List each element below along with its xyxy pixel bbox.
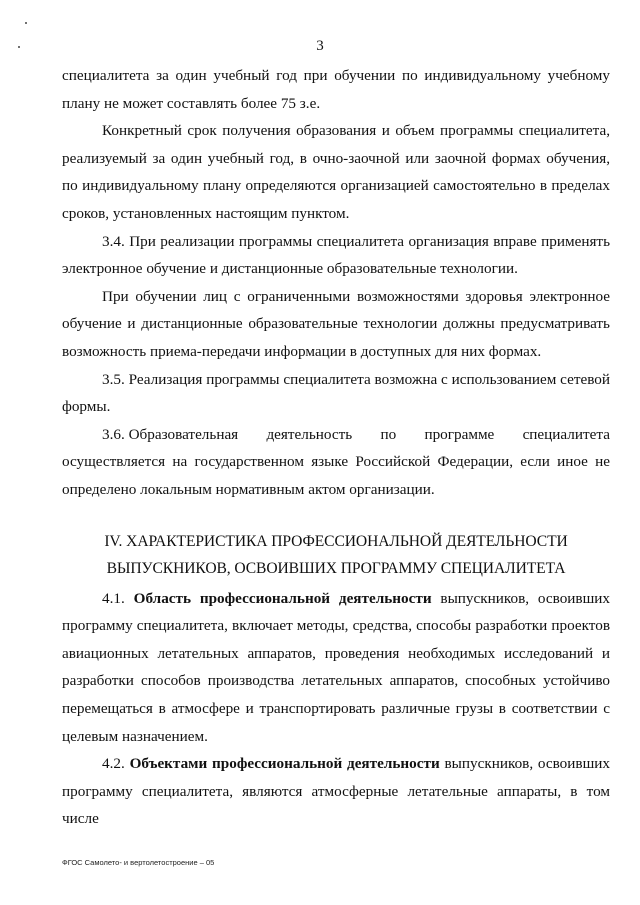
clause-text: выпускников, освоивших программу специалитета, включает методы, средства, способы разработки проектов авиационных летательных аппаратов, проведения необходимых исследований и разработки способов производства летательных аппаратов, способных устойчиво перемещаться в атмосфере и транспортировать различные грузы в соответствии с целевым назначением. — [62, 589, 611, 745]
section-heading-line-1: IV. ХАРАКТЕРИСТИКА ПРОФЕССИОНАЛЬНОЙ ДЕЯТЕЛЬНОСТИ — [104, 532, 568, 550]
page-footer: ФГОС Самолето- и вертолетостроение – 05 — [62, 858, 215, 867]
paragraph: специалитета за один учебный год при обучении по индивидуальному учебному плану не может составлять более 75 з.е. — [62, 67, 610, 112]
clause-text: выпускников, освоивших программу специалитета, являются атмосферные летательные аппараты, в том числе — [62, 755, 610, 828]
paragraph-3-6 — [62, 421, 610, 504]
paragraph-4-2 — [62, 750, 610, 833]
word: специалитета — [522, 425, 610, 443]
paragraph-3-6-first-line — [62, 421, 610, 449]
word: программе — [424, 425, 495, 443]
bold-term: Объектами профессиональной деятельности — [129, 755, 440, 773]
section-heading-line-2: ВЫПУСКНИКОВ, ОСВОИВШИХ ПРОГРАММУ СПЕЦИАЛИТЕТА — [106, 560, 566, 578]
word: по — [380, 425, 397, 443]
paragraph-3-6-rest: осуществляется на государственном языке Российской Федерации, если иное не определено локальным нормативным актом организации. — [62, 453, 610, 498]
word: 3.6. Образовательная — [102, 425, 239, 443]
paragraph: Конкретный срок получения образования и объем программы специалитета, реализуемый за один учебный год, в очно-заочной или заочной формах обучения, по индивидуальному плану определяются организацией самостоятельно в пределах сроков, установленных настоящим пунктом. — [62, 122, 610, 222]
paragraph: При обучении лиц с ограниченными возможностями здоровья электронное обучение и дистанционные образовательные технологии должны предусматривать возможность приема-передачи информации в доступных для них формах. — [62, 287, 610, 360]
paragraph-4-1 — [62, 585, 610, 751]
clause-number: 4.2. — [102, 755, 130, 773]
scan-speck — [25, 22, 27, 24]
document-body — [62, 62, 610, 833]
paragraph-3-4: 3.4. При реализации программы специалитета организация вправе применять электронное обучение и дистанционные образовательные технологии. — [62, 232, 610, 278]
word: деятельность — [266, 425, 353, 443]
clause-number: 4.1. — [102, 589, 134, 607]
page-number: 3 — [316, 38, 324, 54]
paragraph-3-5: 3.5. Реализация программы специалитета возможна с использованием сетевой формы. — [62, 370, 610, 416]
bold-term: Область профессиональной деятельности — [133, 589, 432, 607]
section-heading — [62, 528, 610, 583]
